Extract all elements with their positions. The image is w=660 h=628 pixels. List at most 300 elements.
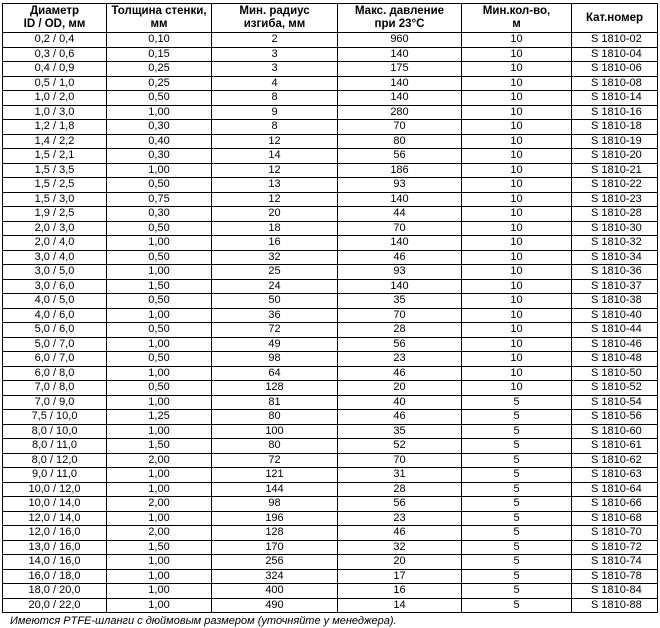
min-quantity-cell: 5 [462, 511, 572, 526]
bend-radius-cell: 144 [212, 482, 338, 497]
table-row [3, 149, 658, 164]
min-quantity-cell: 10 [462, 265, 572, 280]
min-quantity-cell: 5 [462, 569, 572, 584]
min-quantity-cell: 10 [462, 221, 572, 236]
max-pressure-cell: 31 [338, 468, 462, 483]
catalog-number-cell: S 1810-78 [572, 569, 658, 584]
table-row [3, 265, 658, 280]
wall-thickness-cell: 0,30 [107, 207, 212, 222]
min-quantity-cell: 10 [462, 178, 572, 193]
catalog-number-cell: S 1810-36 [572, 265, 658, 280]
diameter-cell: 3,0 / 5,0 [3, 265, 107, 280]
wall-thickness-cell: 0,25 [107, 76, 212, 91]
max-pressure-cell: 80 [338, 134, 462, 149]
table-row [3, 482, 658, 497]
diameter-cell: 1,0 / 2,0 [3, 91, 107, 106]
bend-radius-cell: 14 [212, 149, 338, 164]
table-row [3, 76, 658, 91]
catalog-number-cell: S 1810-32 [572, 236, 658, 251]
max-pressure-cell: 175 [338, 62, 462, 77]
bend-radius-cell: 13 [212, 178, 338, 193]
min-quantity-cell: 5 [462, 540, 572, 555]
max-pressure-cell: 44 [338, 207, 462, 222]
catalog-number-cell: S 1810-48 [572, 352, 658, 367]
catalog-number-cell: S 1810-37 [572, 279, 658, 294]
min-quantity-cell: 10 [462, 207, 572, 222]
table-row [3, 105, 658, 120]
table-row [3, 497, 658, 512]
wall-thickness-cell: 0,50 [107, 323, 212, 338]
min-quantity-cell: 5 [462, 526, 572, 541]
diameter-cell: 1,2 / 1,8 [3, 120, 107, 135]
header-line: ID / OD, мм [23, 18, 86, 30]
header-line: м [512, 18, 521, 30]
header-line: мм [150, 18, 168, 30]
max-pressure-cell: 32 [338, 540, 462, 555]
bend-radius-cell: 128 [212, 526, 338, 541]
catalog-number-cell: S 1810-19 [572, 134, 658, 149]
header-line: при 23°C [374, 18, 425, 30]
table-row [3, 192, 658, 207]
max-pressure-cell: 23 [338, 511, 462, 526]
wall-thickness-cell: 1,00 [107, 366, 212, 381]
wall-thickness-cell: 1,00 [107, 424, 212, 439]
max-pressure-cell: 46 [338, 366, 462, 381]
bend-radius-cell: 9 [212, 105, 338, 120]
wall-thickness-cell: 1,50 [107, 439, 212, 454]
bend-radius-cell: 18 [212, 221, 338, 236]
header-line: Диаметр [29, 5, 80, 17]
bend-radius-cell: 81 [212, 395, 338, 410]
max-pressure-cell: 56 [338, 497, 462, 512]
max-pressure-cell: 70 [338, 308, 462, 323]
min-quantity-cell: 10 [462, 91, 572, 106]
diameter-cell: 3,0 / 4,0 [3, 250, 107, 265]
diameter-cell: 16,0 / 18,0 [3, 569, 107, 584]
bend-radius-cell: 400 [212, 584, 338, 599]
table-row [3, 178, 658, 193]
diameter-cell: 8,0 / 12,0 [3, 453, 107, 468]
min-quantity-cell: 10 [462, 192, 572, 207]
catalog-number-cell: S 1810-38 [572, 294, 658, 309]
catalog-number-cell: S 1810-34 [572, 250, 658, 265]
max-pressure-cell: 17 [338, 569, 462, 584]
max-pressure-cell: 35 [338, 424, 462, 439]
diameter-cell: 1,5 / 2,1 [3, 149, 107, 164]
diameter-cell: 2,0 / 4,0 [3, 236, 107, 251]
catalog-number-cell: S 1810-46 [572, 337, 658, 352]
catalog-number-cell: S 1810-22 [572, 178, 658, 193]
table-row [3, 236, 658, 251]
catalog-number-cell: S 1810-72 [572, 540, 658, 555]
bend-radius-cell: 36 [212, 308, 338, 323]
bend-radius-cell: 8 [212, 91, 338, 106]
catalog-number-cell: S 1810-66 [572, 497, 658, 512]
bend-radius-cell: 98 [212, 352, 338, 367]
wall-thickness-cell: 0,50 [107, 352, 212, 367]
min-quantity-cell: 10 [462, 120, 572, 135]
document-sheet [2, 3, 657, 628]
table-row [3, 395, 658, 410]
diameter-cell: 0,3 / 0,6 [3, 47, 107, 62]
max-pressure-cell: 140 [338, 192, 462, 207]
header-line: Макс. давление [354, 5, 445, 17]
max-pressure-cell: 93 [338, 265, 462, 280]
bend-radius-cell: 64 [212, 366, 338, 381]
table-row [3, 91, 658, 106]
table-row [3, 569, 658, 584]
bend-radius-cell: 72 [212, 453, 338, 468]
bend-radius-cell: 12 [212, 192, 338, 207]
diameter-cell: 6,0 / 7,0 [3, 352, 107, 367]
bend-radius-cell: 12 [212, 134, 338, 149]
diameter-cell: 12,0 / 16,0 [3, 526, 107, 541]
diameter-cell: 0,2 / 0,4 [3, 33, 107, 48]
wall-thickness-cell: 1,00 [107, 265, 212, 280]
min-quantity-cell: 10 [462, 76, 572, 91]
catalog-number-cell: S 1810-16 [572, 105, 658, 120]
wall-thickness-cell: 0,50 [107, 250, 212, 265]
hose-spec-table [2, 3, 658, 613]
diameter-cell: 5,0 / 7,0 [3, 337, 107, 352]
max-pressure-cell: 140 [338, 76, 462, 91]
min-quantity-cell: 10 [462, 366, 572, 381]
min-quantity-cell: 10 [462, 323, 572, 338]
bend-radius-cell: 2 [212, 33, 338, 48]
wall-thickness-cell: 1,00 [107, 468, 212, 483]
min-quantity-cell: 10 [462, 62, 572, 77]
header-line: Мин. радиус [239, 5, 310, 17]
max-pressure-cell: 70 [338, 453, 462, 468]
column-header [107, 4, 212, 33]
table-row [3, 120, 658, 135]
table-row [3, 540, 658, 555]
table-row [3, 439, 658, 454]
catalog-number-cell: S 1810-61 [572, 439, 658, 454]
table-row [3, 308, 658, 323]
bend-radius-cell: 72 [212, 323, 338, 338]
header-line: Толщина стенки, [111, 5, 207, 17]
max-pressure-cell: 28 [338, 482, 462, 497]
diameter-cell: 2,0 / 3,0 [3, 221, 107, 236]
catalog-number-cell: S 1810-06 [572, 62, 658, 77]
wall-thickness-cell: 1,00 [107, 555, 212, 570]
min-quantity-cell: 10 [462, 352, 572, 367]
table-row [3, 279, 658, 294]
diameter-cell: 4,0 / 6,0 [3, 308, 107, 323]
diameter-cell: 8,0 / 10,0 [3, 424, 107, 439]
bend-radius-cell: 490 [212, 598, 338, 613]
min-quantity-cell: 5 [462, 482, 572, 497]
max-pressure-cell: 28 [338, 323, 462, 338]
min-quantity-cell: 5 [462, 468, 572, 483]
catalog-number-cell: S 1810-28 [572, 207, 658, 222]
table-row [3, 62, 658, 77]
bend-radius-cell: 20 [212, 207, 338, 222]
max-pressure-cell: 52 [338, 439, 462, 454]
min-quantity-cell: 5 [462, 410, 572, 425]
catalog-number-cell: S 1810-50 [572, 366, 658, 381]
bend-radius-cell: 324 [212, 569, 338, 584]
max-pressure-cell: 960 [338, 33, 462, 48]
bend-radius-cell: 100 [212, 424, 338, 439]
table-row [3, 134, 658, 149]
diameter-cell: 18,0 / 20,0 [3, 584, 107, 599]
bend-radius-cell: 121 [212, 468, 338, 483]
table-row [3, 294, 658, 309]
max-pressure-cell: 20 [338, 381, 462, 396]
wall-thickness-cell: 1,00 [107, 511, 212, 526]
catalog-number-cell: S 1810-64 [572, 482, 658, 497]
diameter-cell: 0,4 / 0,9 [3, 62, 107, 77]
diameter-cell: 13,0 / 16,0 [3, 540, 107, 555]
wall-thickness-cell: 0,30 [107, 149, 212, 164]
table-row [3, 366, 658, 381]
max-pressure-cell: 140 [338, 236, 462, 251]
bend-radius-cell: 49 [212, 337, 338, 352]
header-line: изгиба, мм [243, 18, 306, 30]
max-pressure-cell: 70 [338, 221, 462, 236]
footnote: Имеются PTFE-шланги с дюймовым размером (уточняйте у менеджера). [10, 615, 397, 627]
table-body [3, 33, 658, 613]
catalog-number-cell: S 1810-08 [572, 76, 658, 91]
min-quantity-cell: 10 [462, 250, 572, 265]
wall-thickness-cell: 1,00 [107, 584, 212, 599]
table-row [3, 424, 658, 439]
bend-radius-cell: 256 [212, 555, 338, 570]
table-row [3, 453, 658, 468]
diameter-cell: 1,9 / 2,5 [3, 207, 107, 222]
min-quantity-cell: 10 [462, 163, 572, 178]
bend-radius-cell: 16 [212, 236, 338, 251]
diameter-cell: 1,5 / 3,5 [3, 163, 107, 178]
wall-thickness-cell: 0,50 [107, 178, 212, 193]
wall-thickness-cell: 0,50 [107, 91, 212, 106]
wall-thickness-cell: 1,25 [107, 410, 212, 425]
wall-thickness-cell: 1,00 [107, 308, 212, 323]
diameter-cell: 7,5 / 10,0 [3, 410, 107, 425]
catalog-number-cell: S 1810-70 [572, 526, 658, 541]
max-pressure-cell: 186 [338, 163, 462, 178]
table-row [3, 323, 658, 338]
min-quantity-cell: 5 [462, 453, 572, 468]
catalog-number-cell: S 1810-56 [572, 410, 658, 425]
diameter-cell: 4,0 / 5,0 [3, 294, 107, 309]
min-quantity-cell: 5 [462, 555, 572, 570]
table-row [3, 511, 658, 526]
min-quantity-cell: 10 [462, 236, 572, 251]
min-quantity-cell: 10 [462, 33, 572, 48]
catalog-number-cell: S 1810-54 [572, 395, 658, 410]
diameter-cell: 0,5 / 1,0 [3, 76, 107, 91]
wall-thickness-cell: 1,50 [107, 279, 212, 294]
max-pressure-cell: 46 [338, 250, 462, 265]
max-pressure-cell: 40 [338, 395, 462, 410]
min-quantity-cell: 10 [462, 134, 572, 149]
bend-radius-cell: 80 [212, 439, 338, 454]
max-pressure-cell: 56 [338, 337, 462, 352]
bend-radius-cell: 170 [212, 540, 338, 555]
diameter-cell: 7,0 / 9,0 [3, 395, 107, 410]
diameter-cell: 7,0 / 8,0 [3, 381, 107, 396]
min-quantity-cell: 10 [462, 279, 572, 294]
diameter-cell: 20,0 / 22,0 [3, 598, 107, 613]
wall-thickness-cell: 1,00 [107, 598, 212, 613]
bend-radius-cell: 80 [212, 410, 338, 425]
max-pressure-cell: 16 [338, 584, 462, 599]
table-row [3, 598, 658, 613]
catalog-number-cell: S 1810-84 [572, 584, 658, 599]
table-row [3, 352, 658, 367]
diameter-cell: 1,0 / 3,0 [3, 105, 107, 120]
max-pressure-cell: 56 [338, 149, 462, 164]
wall-thickness-cell: 2,00 [107, 497, 212, 512]
min-quantity-cell: 5 [462, 439, 572, 454]
table-row [3, 381, 658, 396]
column-header [3, 4, 107, 33]
catalog-number-cell: S 1810-30 [572, 221, 658, 236]
diameter-cell: 8,0 / 11,0 [3, 439, 107, 454]
wall-thickness-cell: 1,00 [107, 395, 212, 410]
catalog-number-cell: S 1810-68 [572, 511, 658, 526]
catalog-number-cell: S 1810-62 [572, 453, 658, 468]
diameter-cell: 3,0 / 6,0 [3, 279, 107, 294]
wall-thickness-cell: 0,10 [107, 33, 212, 48]
table-row [3, 33, 658, 48]
max-pressure-cell: 93 [338, 178, 462, 193]
catalog-number-cell: S 1810-88 [572, 598, 658, 613]
bend-radius-cell: 25 [212, 265, 338, 280]
max-pressure-cell: 140 [338, 47, 462, 62]
wall-thickness-cell: 1,00 [107, 482, 212, 497]
catalog-number-cell: S 1810-44 [572, 323, 658, 338]
min-quantity-cell: 5 [462, 497, 572, 512]
catalog-number-cell: S 1810-60 [572, 424, 658, 439]
bend-radius-cell: 24 [212, 279, 338, 294]
max-pressure-cell: 280 [338, 105, 462, 120]
min-quantity-cell: 5 [462, 424, 572, 439]
diameter-cell: 9,0 / 11,0 [3, 468, 107, 483]
diameter-cell: 12,0 / 14,0 [3, 511, 107, 526]
bend-radius-cell: 32 [212, 250, 338, 265]
wall-thickness-cell: 0,50 [107, 381, 212, 396]
max-pressure-cell: 23 [338, 352, 462, 367]
wall-thickness-cell: 1,50 [107, 540, 212, 555]
table-row [3, 47, 658, 62]
min-quantity-cell: 10 [462, 149, 572, 164]
bend-radius-cell: 8 [212, 120, 338, 135]
min-quantity-cell: 10 [462, 294, 572, 309]
diameter-cell: 1,5 / 3,0 [3, 192, 107, 207]
wall-thickness-cell: 0,50 [107, 294, 212, 309]
diameter-cell: 10,0 / 14,0 [3, 497, 107, 512]
catalog-number-cell: S 1810-40 [572, 308, 658, 323]
max-pressure-cell: 140 [338, 91, 462, 106]
diameter-cell: 1,4 / 2,2 [3, 134, 107, 149]
table-row [3, 468, 658, 483]
bend-radius-cell: 50 [212, 294, 338, 309]
table-row [3, 221, 658, 236]
wall-thickness-cell: 1,00 [107, 337, 212, 352]
column-header [338, 4, 462, 33]
max-pressure-cell: 140 [338, 279, 462, 294]
bend-radius-cell: 3 [212, 47, 338, 62]
min-quantity-cell: 5 [462, 598, 572, 613]
max-pressure-cell: 46 [338, 410, 462, 425]
column-header [572, 4, 658, 33]
wall-thickness-cell: 0,30 [107, 120, 212, 135]
table-row [3, 555, 658, 570]
bend-radius-cell: 98 [212, 497, 338, 512]
table-row [3, 250, 658, 265]
bend-radius-cell: 12 [212, 163, 338, 178]
max-pressure-cell: 14 [338, 598, 462, 613]
header-row [3, 4, 658, 33]
diameter-cell: 6,0 / 8,0 [3, 366, 107, 381]
table-row [3, 163, 658, 178]
catalog-number-cell: S 1810-63 [572, 468, 658, 483]
catalog-number-cell: S 1810-52 [572, 381, 658, 396]
wall-thickness-cell: 1,00 [107, 569, 212, 584]
min-quantity-cell: 5 [462, 395, 572, 410]
catalog-number-cell: S 1810-18 [572, 120, 658, 135]
bend-radius-cell: 4 [212, 76, 338, 91]
wall-thickness-cell: 0,40 [107, 134, 212, 149]
max-pressure-cell: 35 [338, 294, 462, 309]
min-quantity-cell: 10 [462, 47, 572, 62]
min-quantity-cell: 5 [462, 584, 572, 599]
wall-thickness-cell: 0,75 [107, 192, 212, 207]
wall-thickness-cell: 0,25 [107, 62, 212, 77]
max-pressure-cell: 70 [338, 120, 462, 135]
column-header [212, 4, 338, 33]
min-quantity-cell: 10 [462, 337, 572, 352]
column-header [462, 4, 572, 33]
catalog-number-cell: S 1810-23 [572, 192, 658, 207]
catalog-number-cell: S 1810-04 [572, 47, 658, 62]
diameter-cell: 10,0 / 12,0 [3, 482, 107, 497]
wall-thickness-cell: 0,50 [107, 221, 212, 236]
table-row [3, 337, 658, 352]
min-quantity-cell: 10 [462, 105, 572, 120]
catalog-number-cell: S 1810-14 [572, 91, 658, 106]
header-line: Кат.номер [585, 11, 644, 24]
wall-thickness-cell: 0,15 [107, 47, 212, 62]
wall-thickness-cell: 1,00 [107, 236, 212, 251]
wall-thickness-cell: 2,00 [107, 526, 212, 541]
wall-thickness-cell: 1,00 [107, 105, 212, 120]
bend-radius-cell: 128 [212, 381, 338, 396]
table-row [3, 526, 658, 541]
bend-radius-cell: 3 [212, 62, 338, 77]
diameter-cell: 5,0 / 6,0 [3, 323, 107, 338]
diameter-cell: 1,5 / 2,5 [3, 178, 107, 193]
catalog-number-cell: S 1810-02 [572, 33, 658, 48]
table-row [3, 207, 658, 222]
table-row [3, 410, 658, 425]
catalog-number-cell: S 1810-20 [572, 149, 658, 164]
catalog-number-cell: S 1810-74 [572, 555, 658, 570]
diameter-cell: 14,0 / 16,0 [3, 555, 107, 570]
table-row [3, 584, 658, 599]
wall-thickness-cell: 1,00 [107, 163, 212, 178]
bend-radius-cell: 196 [212, 511, 338, 526]
max-pressure-cell: 20 [338, 555, 462, 570]
min-quantity-cell: 10 [462, 308, 572, 323]
wall-thickness-cell: 2,00 [107, 453, 212, 468]
min-quantity-cell: 10 [462, 381, 572, 396]
max-pressure-cell: 46 [338, 526, 462, 541]
